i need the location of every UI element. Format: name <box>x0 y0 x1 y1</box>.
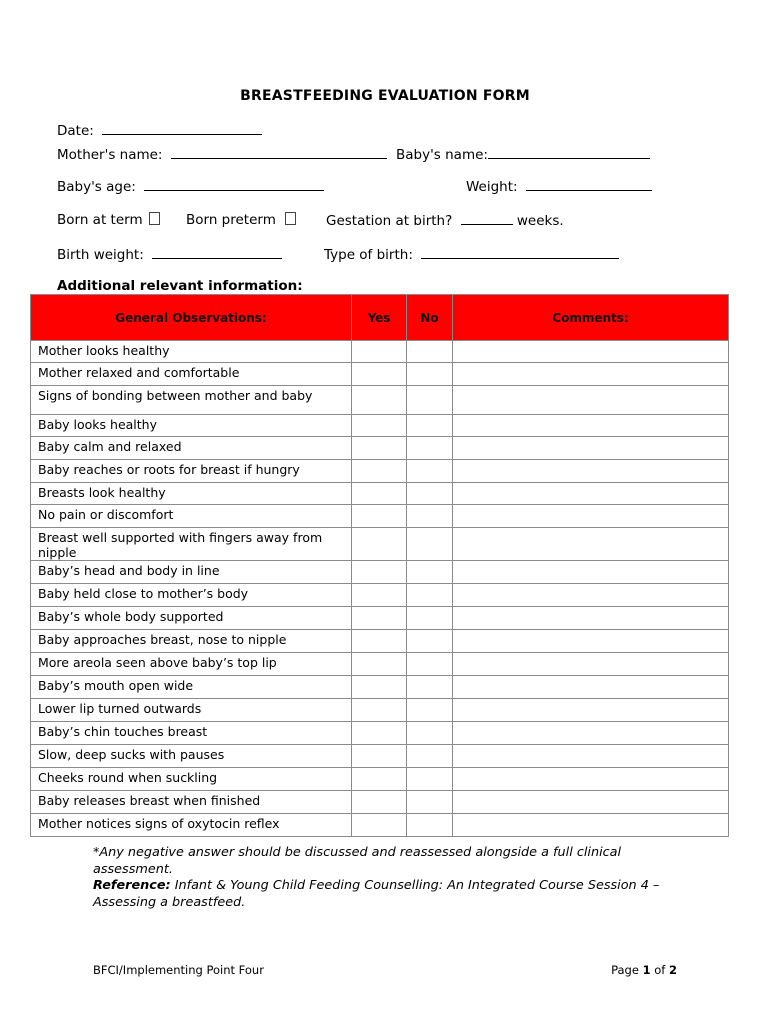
birth-weight-line <box>57 246 282 263</box>
date-line <box>57 122 262 139</box>
yes-cell[interactable] <box>352 483 407 505</box>
type-of-birth-label: Type of birth: <box>324 247 413 263</box>
type-of-birth-field[interactable] <box>421 246 619 259</box>
no-cell[interactable] <box>407 561 453 584</box>
type-of-birth-line <box>324 246 619 263</box>
page-word: Page <box>611 963 639 977</box>
observation-label: Breasts look healthy <box>31 483 352 505</box>
baby-name-label: Baby's name: <box>396 147 488 163</box>
comments-cell[interactable] <box>453 386 729 415</box>
no-cell[interactable] <box>407 814 453 837</box>
yes-cell[interactable] <box>352 653 407 676</box>
baby-age-label: Baby's age: <box>57 179 136 195</box>
no-cell[interactable] <box>407 630 453 653</box>
weight-field[interactable] <box>526 178 652 191</box>
reference-line <box>93 878 693 911</box>
comments-cell[interactable] <box>453 699 729 722</box>
mother-name-label: Mother's name: <box>57 147 163 163</box>
no-cell[interactable] <box>407 768 453 791</box>
weeks-label: weeks. <box>516 213 564 229</box>
form-title: BREASTFEEDING EVALUATION FORM <box>240 88 530 104</box>
observation-label: Breast well supported with fingers away from nipple <box>31 528 352 561</box>
yes-cell[interactable] <box>352 528 407 561</box>
table-row <box>31 483 729 505</box>
born-at-term-option <box>57 212 160 228</box>
table-row <box>31 791 729 814</box>
comments-cell[interactable] <box>453 676 729 699</box>
observation-label: More areola seen above baby’s top lip <box>31 653 352 676</box>
observations-table <box>30 294 729 837</box>
yes-cell[interactable] <box>352 341 407 363</box>
table-row <box>31 505 729 528</box>
no-cell[interactable] <box>407 483 453 505</box>
observation-label: Baby releases breast when finished <box>31 791 352 814</box>
no-cell[interactable] <box>407 791 453 814</box>
table-header-row <box>31 295 729 341</box>
comments-cell[interactable] <box>453 722 729 745</box>
comments-cell[interactable] <box>453 505 729 528</box>
no-cell[interactable] <box>407 745 453 768</box>
reference-label: Reference: <box>93 878 171 893</box>
yes-cell[interactable] <box>352 437 407 460</box>
yes-cell[interactable] <box>352 607 407 630</box>
observation-label: Baby reaches or roots for breast if hungry <box>31 460 352 483</box>
yes-cell[interactable] <box>352 415 407 437</box>
observation-label: Baby approaches breast, nose to nipple <box>31 630 352 653</box>
table-row <box>31 768 729 791</box>
table-row <box>31 460 729 483</box>
baby-age-line <box>57 178 324 195</box>
baby-name-line <box>396 146 650 163</box>
observation-label: Lower lip turned outwards <box>31 699 352 722</box>
yes-cell[interactable] <box>352 584 407 607</box>
observation-label: Baby’s mouth open wide <box>31 676 352 699</box>
table-row <box>31 653 729 676</box>
table-row <box>31 341 729 363</box>
observation-label: Mother notices signs of oxytocin reflex <box>31 814 352 837</box>
header-general-observations: General Observations: <box>31 295 352 341</box>
comments-cell[interactable] <box>453 460 729 483</box>
table-row <box>31 584 729 607</box>
comments-cell[interactable] <box>453 584 729 607</box>
yes-cell[interactable] <box>352 814 407 837</box>
note-block <box>93 845 693 911</box>
yes-cell[interactable] <box>352 768 407 791</box>
table-row <box>31 415 729 437</box>
no-cell[interactable] <box>407 607 453 630</box>
reference-text: Infant & Young Child Feeding Counselling: An Integrated Course Session 4 – Assessing a breastfeed. <box>93 878 660 910</box>
table-row <box>31 745 729 768</box>
observation-label: Baby’s head and body in line <box>31 561 352 584</box>
table-row <box>31 363 729 386</box>
mother-name-field[interactable] <box>171 146 387 159</box>
table-row <box>31 814 729 837</box>
comments-cell[interactable] <box>453 791 729 814</box>
yes-cell[interactable] <box>352 363 407 386</box>
observation-label: Baby calm and relaxed <box>31 437 352 460</box>
born-at-term-checkbox[interactable] <box>149 212 160 225</box>
table-row <box>31 676 729 699</box>
comments-cell[interactable] <box>453 363 729 386</box>
baby-age-field[interactable] <box>144 178 324 191</box>
table-row <box>31 386 729 415</box>
comments-cell[interactable] <box>453 768 729 791</box>
page-indicator <box>611 963 677 977</box>
observation-label: Baby held close to mother’s body <box>31 584 352 607</box>
yes-cell[interactable] <box>352 791 407 814</box>
comments-cell[interactable] <box>453 653 729 676</box>
mother-name-line <box>57 146 387 163</box>
date-field[interactable] <box>102 122 262 135</box>
born-preterm-checkbox[interactable] <box>285 212 296 225</box>
weight-line <box>466 178 652 195</box>
comments-cell[interactable] <box>453 607 729 630</box>
comments-cell[interactable] <box>453 341 729 363</box>
baby-name-field[interactable] <box>488 146 650 159</box>
yes-cell[interactable] <box>352 460 407 483</box>
gestation-line <box>326 212 564 229</box>
date-label: Date: <box>57 123 94 139</box>
yes-cell[interactable] <box>352 630 407 653</box>
yes-cell[interactable] <box>352 505 407 528</box>
table-row <box>31 561 729 584</box>
no-cell[interactable] <box>407 699 453 722</box>
comments-cell[interactable] <box>453 814 729 837</box>
table-row <box>31 630 729 653</box>
observation-label: Mother relaxed and comfortable <box>31 363 352 386</box>
no-cell[interactable] <box>407 584 453 607</box>
observation-label: Cheeks round when suckling <box>31 768 352 791</box>
no-cell[interactable] <box>407 460 453 483</box>
no-cell[interactable] <box>407 505 453 528</box>
of-word: of <box>654 963 666 977</box>
page-current: 1 <box>642 963 651 977</box>
no-cell[interactable] <box>407 437 453 460</box>
birth-weight-label: Birth weight: <box>57 247 144 263</box>
observation-label: Baby looks healthy <box>31 415 352 437</box>
no-cell[interactable] <box>407 653 453 676</box>
observation-label: No pain or discomfort <box>31 505 352 528</box>
no-cell[interactable] <box>407 528 453 561</box>
no-cell[interactable] <box>407 386 453 415</box>
yes-cell[interactable] <box>352 676 407 699</box>
born-preterm-option <box>186 212 296 228</box>
no-cell[interactable] <box>407 363 453 386</box>
additional-info-heading: Additional relevant information: <box>57 278 303 294</box>
comments-cell[interactable] <box>453 528 729 561</box>
yes-cell[interactable] <box>352 722 407 745</box>
gestation-field[interactable] <box>461 212 513 225</box>
yes-cell[interactable] <box>352 745 407 768</box>
comments-cell[interactable] <box>453 630 729 653</box>
yes-cell[interactable] <box>352 386 407 415</box>
table-row <box>31 699 729 722</box>
header-comments: Comments: <box>453 295 729 341</box>
table-row <box>31 607 729 630</box>
gestation-label: Gestation at birth? <box>326 213 453 229</box>
observation-label: Signs of bonding between mother and baby <box>31 386 352 415</box>
observation-label: Slow, deep sucks with pauses <box>31 745 352 768</box>
header-yes: Yes <box>352 295 407 341</box>
no-cell[interactable] <box>407 722 453 745</box>
page-total: 2 <box>668 963 677 977</box>
comments-cell[interactable] <box>453 745 729 768</box>
disclaimer-text: *Any negative answer should be discussed and reassessed alongside a full clinical assessment. <box>93 845 622 877</box>
comments-cell[interactable] <box>453 483 729 505</box>
no-cell[interactable] <box>407 415 453 437</box>
born-preterm-label: Born preterm <box>186 212 276 228</box>
header-no: No <box>407 295 453 341</box>
born-at-term-label: Born at term <box>57 212 143 228</box>
comments-cell[interactable] <box>453 561 729 584</box>
table-row <box>31 437 729 460</box>
birth-weight-field[interactable] <box>152 246 282 259</box>
comments-cell[interactable] <box>453 415 729 437</box>
weight-label: Weight: <box>466 179 518 195</box>
footer-left: BFCI/Implementing Point Four <box>93 963 264 977</box>
observation-label: Baby’s whole body supported <box>31 607 352 630</box>
yes-cell[interactable] <box>352 699 407 722</box>
observation-label: Baby’s chin touches breast <box>31 722 352 745</box>
yes-cell[interactable] <box>352 561 407 584</box>
table-row <box>31 722 729 745</box>
table-row <box>31 528 729 561</box>
no-cell[interactable] <box>407 676 453 699</box>
comments-cell[interactable] <box>453 437 729 460</box>
no-cell[interactable] <box>407 341 453 363</box>
observation-label: Mother looks healthy <box>31 341 352 363</box>
